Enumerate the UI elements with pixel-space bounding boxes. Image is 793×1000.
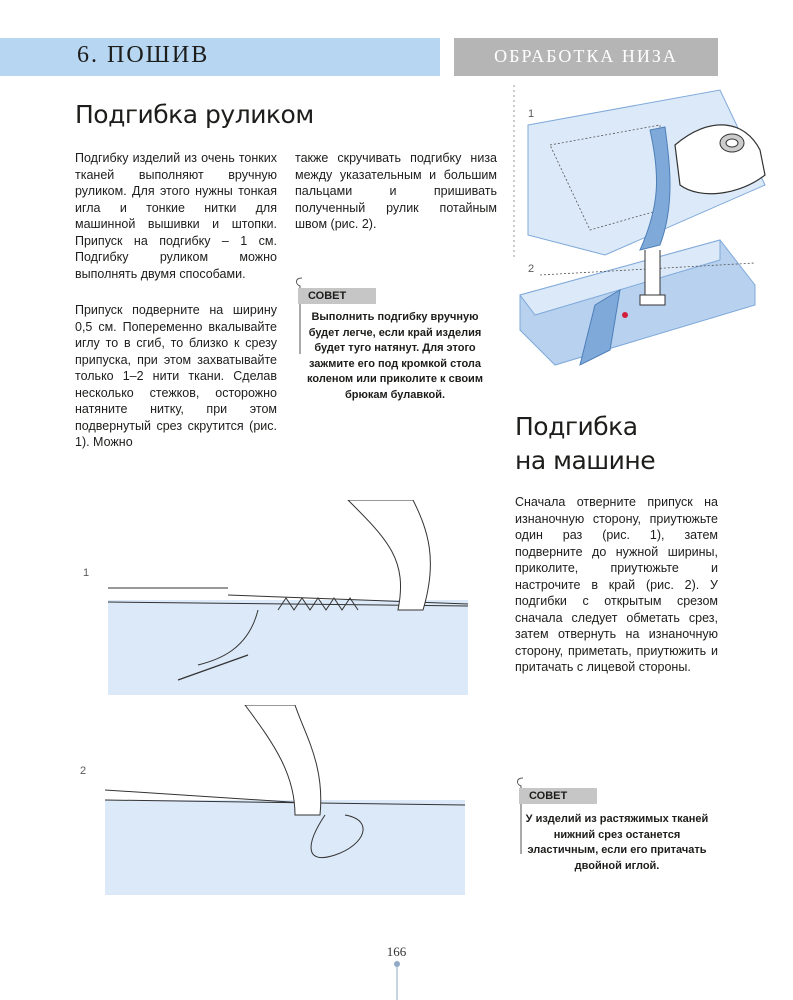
page-number: 166 [386, 944, 407, 959]
heading-hand-hem: Подгибка руликом [75, 100, 314, 129]
chapter-title: 6. ПОШИВ [77, 42, 210, 68]
text-column-2 [295, 150, 497, 233]
chapter-banner [0, 38, 440, 76]
tip-text: Выполнить подгибку вручную будет легче, если край изделия будет туго натянут. Для этого зажмите его под кромкой стола коленом или приколите к своим брюкам булавкой. [307, 311, 483, 401]
tip-box-1 [298, 288, 498, 413]
paragraph-machine: Сначала отверните припуск на изнаночную сторону, приутюжьте один раз (рис. 1), затем подверните до нужной ширины, приколите, приутюжьте и настрочите в край (рис. 2). У подгибки с открытым срезом сначала следует обметать срез, затем отвернуть на изнаночную сторону, приметать, приутюжить и притачать с лицевой стороны. [515, 495, 718, 674]
tip-box-2 [519, 788, 719, 898]
sewing-machine-illustration [515, 235, 765, 375]
paragraph-method: Припуск подверните на ширину 0,5 см. Попеременно вкалывайте иглу то в сгиб, то близко к срезу припуска, при этом захватывайте только 1–2 нити ткани. Сделав несколько стежков, осторожно натяните нитку, при этом подвернутый срез скрутится (рис. 1). Можно [75, 303, 277, 449]
figure-label: 1 [83, 567, 90, 579]
hand-rolled-hem-illustration-1 [108, 500, 473, 700]
figure-label: 2 [528, 263, 535, 275]
figure-label: 2 [80, 765, 87, 777]
section-title: ОБРАБОТКА НИЗА [494, 46, 678, 66]
paragraph-intro: Подгибку изделий из очень тонких тканей выполняют вручную руликом. Для этого нужны тонкая игла и тонкие нитки для машинной вышивки и штопки. Припуск на подгибку – 1 см. Подгибку руликом можно выполнять двумя способами. [75, 151, 277, 281]
text-column-3 [515, 494, 718, 676]
tip-text: У изделий из растяжимых тканей нижний срез останется эластичным, если его притачать двойной иглой. [525, 813, 709, 872]
text-column-1 [75, 150, 277, 451]
heading-machine-hem-line1: Подгибка [515, 412, 638, 441]
heading-machine-hem-line2: на машине [515, 446, 656, 475]
figure-label: 1 [528, 108, 535, 120]
tip-label: СОВЕТ [298, 288, 376, 304]
tip-label: СОВЕТ [519, 788, 597, 804]
ironing-illustration [510, 85, 770, 260]
page-marker-icon [392, 960, 402, 1000]
hand-rolled-hem-illustration-2 [105, 705, 470, 900]
section-banner [454, 38, 718, 76]
heading-machine-hem [515, 410, 655, 478]
paragraph-continuation: также скручивать подгибку низа между указательным и большим пальцами и пришивать полученный рулик потайным швом (рис. 2). [295, 151, 497, 231]
